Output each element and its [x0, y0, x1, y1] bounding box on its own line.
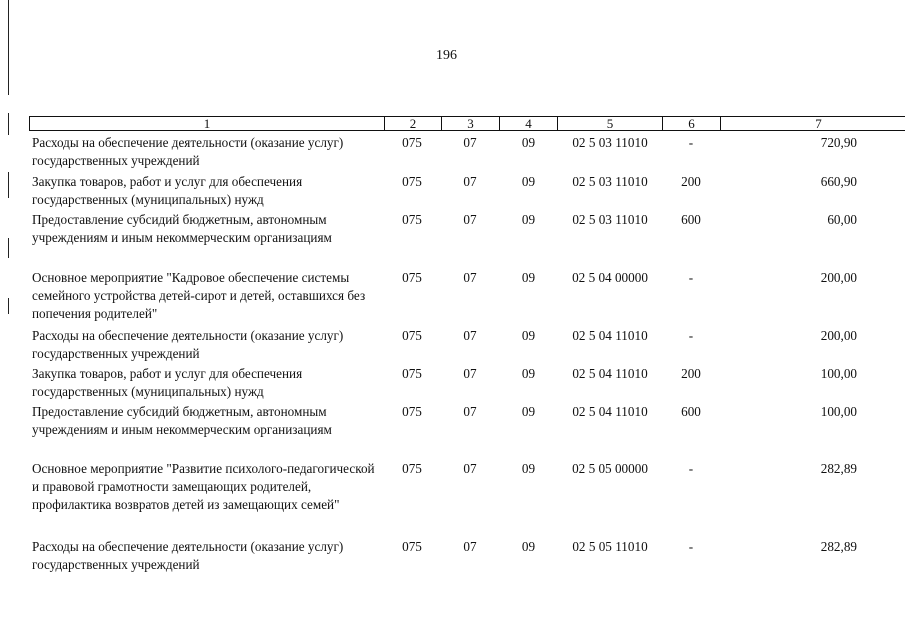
header-col-1: 1	[30, 117, 385, 130]
row-col-6: 200	[681, 174, 701, 189]
row-col-5: 02 5 05 11010	[572, 539, 648, 554]
row-description: Основное мероприятие "Кадровое обеспечение системы семейного устройства детей-сирот и детей, оставшихся без попечения родителей"	[32, 270, 366, 321]
row-col-3: 07	[463, 328, 477, 343]
row-col-2: 075	[402, 174, 422, 189]
row-col-2: 075	[402, 366, 422, 381]
row-description: Закупка товаров, работ и услуг для обеспечения государственных (муниципальных) нужд	[32, 174, 303, 207]
row-col-3: 07	[463, 404, 477, 419]
row-description: Расходы на обеспечение деятельности (оказание услуг) государственных учреждений	[32, 135, 344, 168]
row-col-4: 09	[521, 212, 536, 227]
row-col-4: 09	[521, 539, 536, 554]
row-col-6: 200	[681, 366, 701, 381]
header-col-3: 3	[442, 117, 500, 130]
row-col-3: 07	[463, 135, 477, 150]
row-col-3: 07	[463, 270, 477, 285]
row-col-2: 075	[402, 135, 422, 150]
row-col-5: 02 5 04 11010	[572, 328, 648, 343]
margin-mark	[8, 113, 9, 135]
row-col-4: 09	[521, 366, 536, 381]
row-col-3: 07	[463, 174, 477, 189]
row-col-7: 720,90	[820, 135, 857, 150]
row-col-2: 075	[402, 212, 422, 227]
row-description: Закупка товаров, работ и услуг для обеспечения государственных (муниципальных) нужд	[32, 366, 303, 399]
header-col-7: 7	[815, 116, 822, 131]
row-description: Основное мероприятие "Развитие психолого-педагогической и правовой грамотности замещающих родителей, профилактика возвратов детей из замещающих семей"	[32, 461, 375, 512]
margin-mark	[8, 172, 9, 198]
row-col-4: 09	[521, 270, 536, 285]
header-col-4: 4	[500, 117, 558, 130]
margin-mark	[8, 238, 9, 258]
row-description: Расходы на обеспечение деятельности (оказание услуг) государственных учреждений	[32, 328, 344, 361]
row-col-7: 282,89	[820, 539, 857, 554]
row-col-4: 09	[521, 404, 536, 419]
row-col-2: 075	[402, 328, 422, 343]
row-col-7: 100,00	[820, 366, 857, 381]
row-col-5: 02 5 04 11010	[572, 366, 648, 381]
row-col-3: 07	[463, 366, 477, 381]
row-col-3: 07	[463, 539, 477, 554]
row-col-3: 07	[463, 212, 477, 227]
row-col-7: 282,89	[820, 461, 857, 476]
row-col-5: 02 5 04 11010	[572, 404, 648, 419]
row-col-5: 02 5 05 00000	[572, 461, 648, 476]
header-col-2: 2	[385, 117, 442, 130]
row-col-6: 600	[681, 404, 701, 419]
row-col-4: 09	[521, 328, 536, 343]
row-col-6: -	[688, 461, 694, 476]
row-col-2: 075	[402, 404, 422, 419]
row-col-6: -	[688, 328, 694, 343]
row-col-2: 075	[402, 461, 422, 476]
row-col-6: -	[688, 270, 694, 285]
row-col-6: 600	[681, 212, 701, 227]
margin-mark	[8, 0, 9, 95]
row-col-5: 02 5 03 11010	[572, 174, 648, 189]
row-col-7: 60,00	[827, 212, 857, 227]
row-col-7: 660,90	[820, 174, 857, 189]
row-col-6: -	[688, 539, 694, 554]
row-description: Предоставление субсидий бюджетным, автономным учреждениям и иным некоммерческим организациям	[32, 404, 332, 437]
row-col-2: 075	[402, 539, 422, 554]
row-col-4: 09	[521, 461, 536, 476]
row-col-4: 09	[521, 135, 536, 150]
row-col-5: 02 5 03 11010	[572, 135, 648, 150]
row-description: Предоставление субсидий бюджетным, автономным учреждениям и иным некоммерческим организациям	[32, 212, 332, 245]
row-col-5: 02 5 03 11010	[572, 212, 648, 227]
row-description: Расходы на обеспечение деятельности (оказание услуг) государственных учреждений	[32, 539, 344, 572]
row-col-7: 100,00	[820, 404, 857, 419]
margin-mark	[8, 298, 9, 314]
row-col-4: 09	[521, 174, 536, 189]
row-col-3: 07	[463, 461, 477, 476]
row-col-6: -	[688, 135, 694, 150]
page-number: 196	[436, 48, 457, 63]
row-col-5: 02 5 04 00000	[572, 270, 648, 285]
row-col-2: 075	[402, 270, 422, 285]
row-col-7: 200,00	[820, 328, 857, 343]
header-col-5: 5	[558, 117, 663, 130]
header-col-6: 6	[663, 117, 721, 130]
table-header	[29, 116, 905, 131]
row-col-7: 200,00	[820, 270, 857, 285]
